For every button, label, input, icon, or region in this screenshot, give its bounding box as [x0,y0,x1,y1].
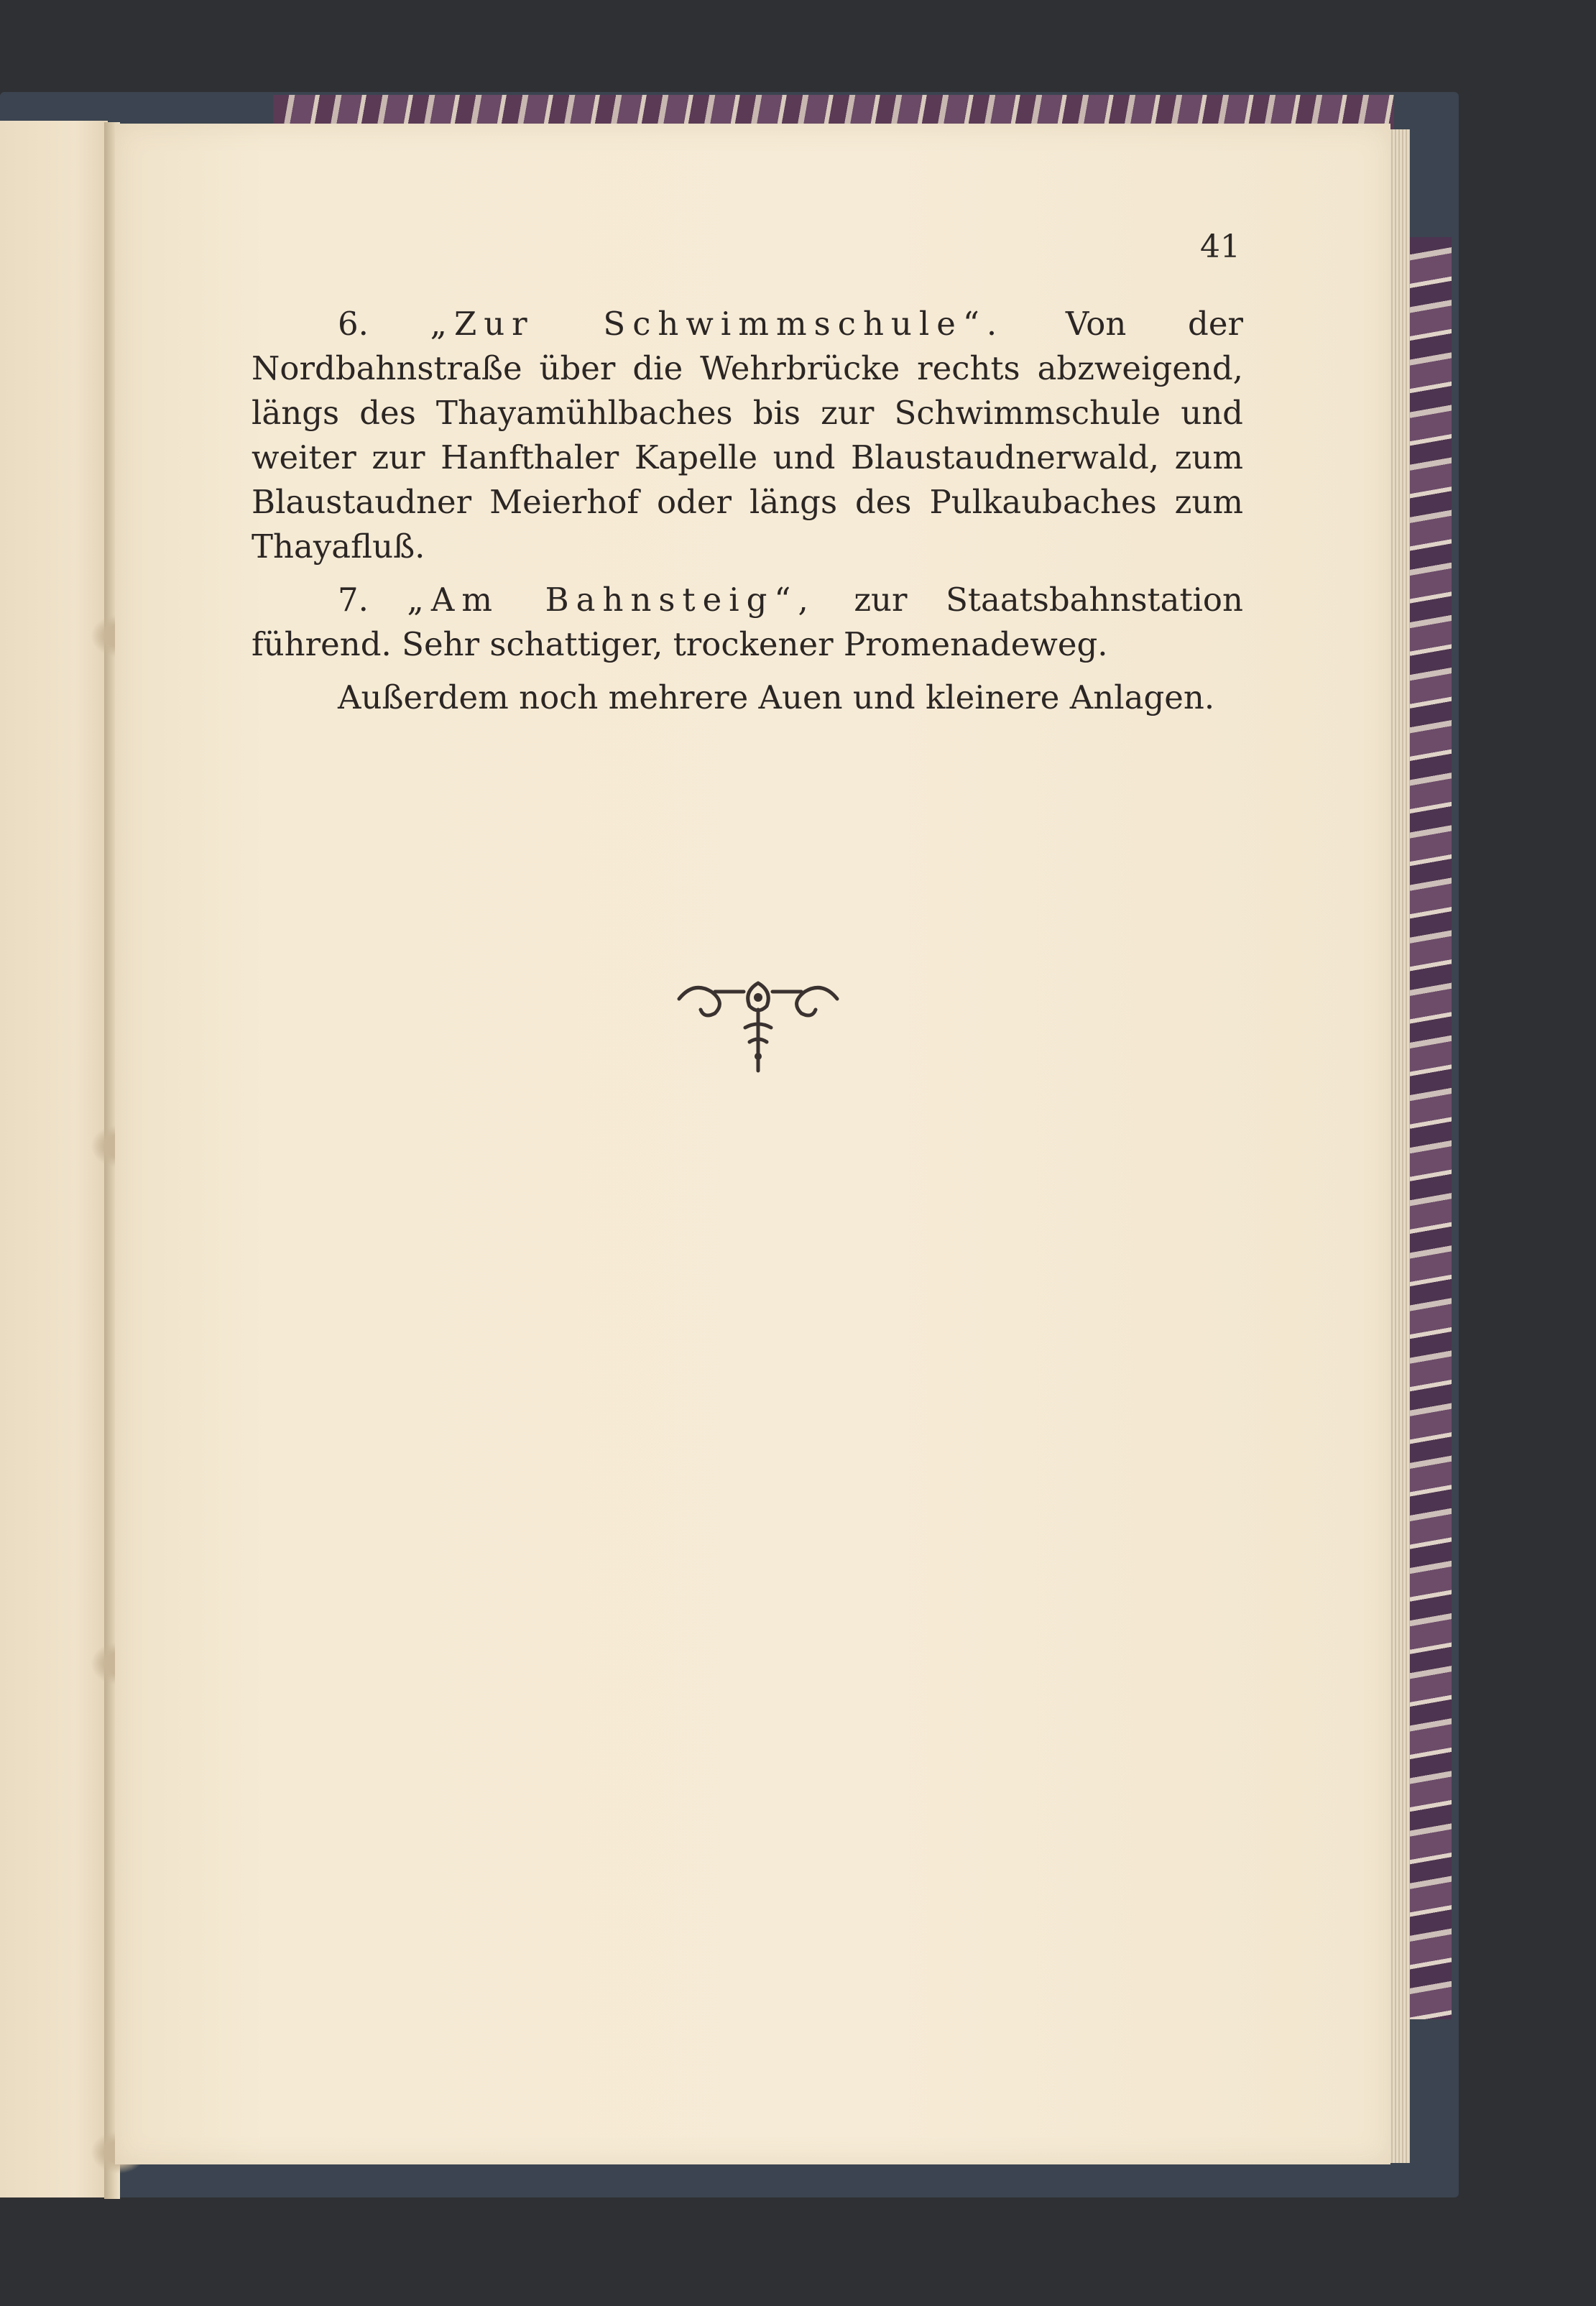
page-number: 41 [1200,229,1240,265]
paragraph-item-7 [252,578,1243,667]
item-title: „Am Bahnsteig“, [407,581,816,619]
closing-paragraph: Außerdem noch mehrere Auen und kleinere Anlagen. [338,678,1215,716]
scroll-ornament-icon [672,970,844,1078]
page-text [252,302,1243,729]
item-number: 7. [338,581,369,619]
item-title: „Zur Schwimmschule“. [430,305,1005,343]
item-number: 6. [338,305,369,343]
item-body: Von der Nordbahnstraße über die Wehrbrücke rechts abzweigend, längs des Thayamühlbaches bis zur Schwimmschule und weiter zur Hanfthaler Kapelle und Blaustaudnerwald, zum Blaustaudner Meierhof oder längs des Pulkaubaches zum Thayafluß. [252,305,1243,566]
paragraph-item-6 [252,302,1243,569]
item-body: zur Staatsbahnstation führend. Sehr schattiger, trockener Promenadeweg. [252,581,1243,663]
